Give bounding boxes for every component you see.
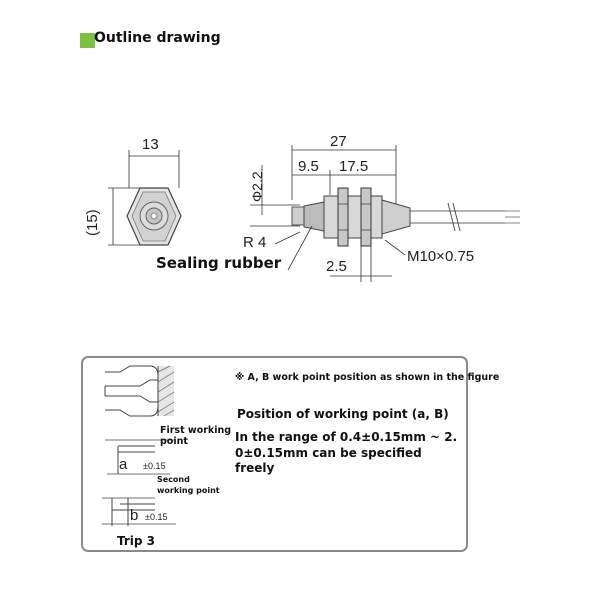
label-a: a bbox=[119, 456, 128, 473]
working-point-heading: Position of working point (a, B) bbox=[237, 407, 449, 421]
range-line-3: freely bbox=[235, 461, 275, 475]
second-point-label-line1: Second bbox=[157, 475, 190, 484]
side-view bbox=[250, 145, 520, 282]
dim-cable-diameter: Φ2.2 bbox=[249, 171, 265, 202]
dim-length-a: 9.5 bbox=[298, 158, 319, 175]
front-view bbox=[108, 150, 181, 245]
dim-thread: M10×0.75 bbox=[407, 248, 475, 265]
dim-radius: R 4 bbox=[243, 234, 267, 251]
trip-label: Trip 3 bbox=[117, 534, 156, 548]
section-title: Outline drawing bbox=[94, 30, 221, 46]
dim-front-width: 13 bbox=[142, 136, 159, 153]
dim-total-length: 27 bbox=[330, 133, 347, 150]
second-point-label-line2: working point bbox=[157, 486, 220, 495]
first-point-label-line2: point bbox=[160, 436, 188, 447]
tolerance-b: ±0.15 bbox=[145, 512, 168, 522]
dim-nut-width: 2.5 bbox=[326, 258, 347, 275]
label-b: b bbox=[130, 507, 139, 524]
range-line-1: In the range of 0.4±0.15mm ~ 2. bbox=[235, 430, 458, 444]
range-line-2: 0±0.15mm can be specified bbox=[235, 446, 422, 460]
work-point-note: ※ A, B work point position as shown in the figure bbox=[235, 372, 500, 383]
dim-front-height: (15) bbox=[84, 209, 101, 236]
dim-length-b: 17.5 bbox=[339, 158, 369, 175]
sealing-rubber-label: Sealing rubber bbox=[156, 254, 282, 272]
tolerance-a: ±0.15 bbox=[143, 461, 166, 471]
first-point-label-line1: First working bbox=[160, 425, 232, 436]
